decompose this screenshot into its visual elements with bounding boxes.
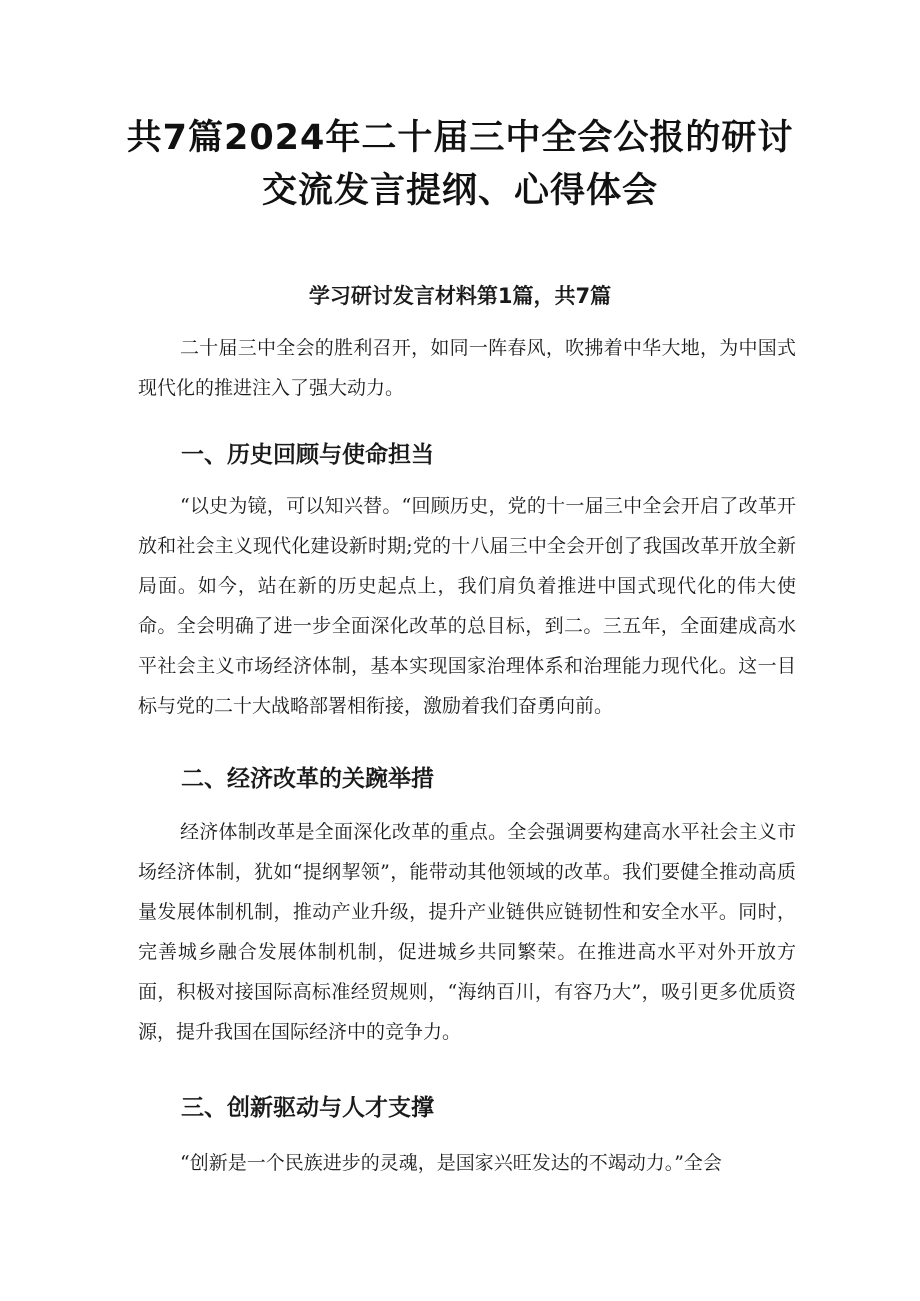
intro-paragraph: 二十届三中全会的胜利召开，如同一阵春风，吹拂着中华大地，为中国式现代化的推进注入了强大动力。 — [138, 337, 796, 399]
section-3-paragraph: “创新是一个民族进步的灵魂，是国家兴旺发达的不竭动力。”全会 — [180, 1152, 722, 1174]
document-subtitle: 学习研讨发言材料第1篇，共7篇 — [308, 284, 612, 308]
section-1-heading: 一、历史回顾与使命担当 — [181, 442, 434, 468]
section-2-heading: 二、经济改革的关踠举措 — [181, 766, 434, 792]
section-2-paragraph: 经济体制改革是全面深化改革的重点。全会强调要构建高水平社会主义市场经济体制，犹如“提纲挈领”，能带动其他领域的改革。我们要健全推动高质量发展体制机制，推动产业升级，提升产业链供应链韧性和安全水平。同时，完善城乡融合发展体制机制，促进城乡共同繁荣。在推进高水平对外开放方面，积极对接国际高标准经贸规则，“海纳百川，有容乃大”，吸引更多优质资源，提升我国在国际经济中的竞争力。 — [138, 821, 796, 1043]
document-title-line-2: 交流发言提纲、心得体会 — [261, 171, 658, 211]
section-1-paragraph: “以史为镜，可以知兴替。“回顾历史，党的十一届三中全会开启了改革开放和社会主义现代化建设新时期;党的十八届三中全会开创了我国改革开放全新局面。如今，站在新的历史起点上，我们肩负着推进中国式现代化的伟大使命。全会明确了进一步全面深化改革的总目标，到二。三五年，全面建成高水平社会主义市场经济体制，基本实现国家治理体系和治理能力现代化。这一目标与党的二十大战略部署相衔接，激励着我们奋勇向前。 — [138, 495, 796, 717]
section-3-heading: 三、创新驱动与人才支撑 — [181, 1095, 434, 1121]
document-title-line-1: 共7篇2024年二十届三中全会公报的研讨 — [126, 118, 794, 158]
